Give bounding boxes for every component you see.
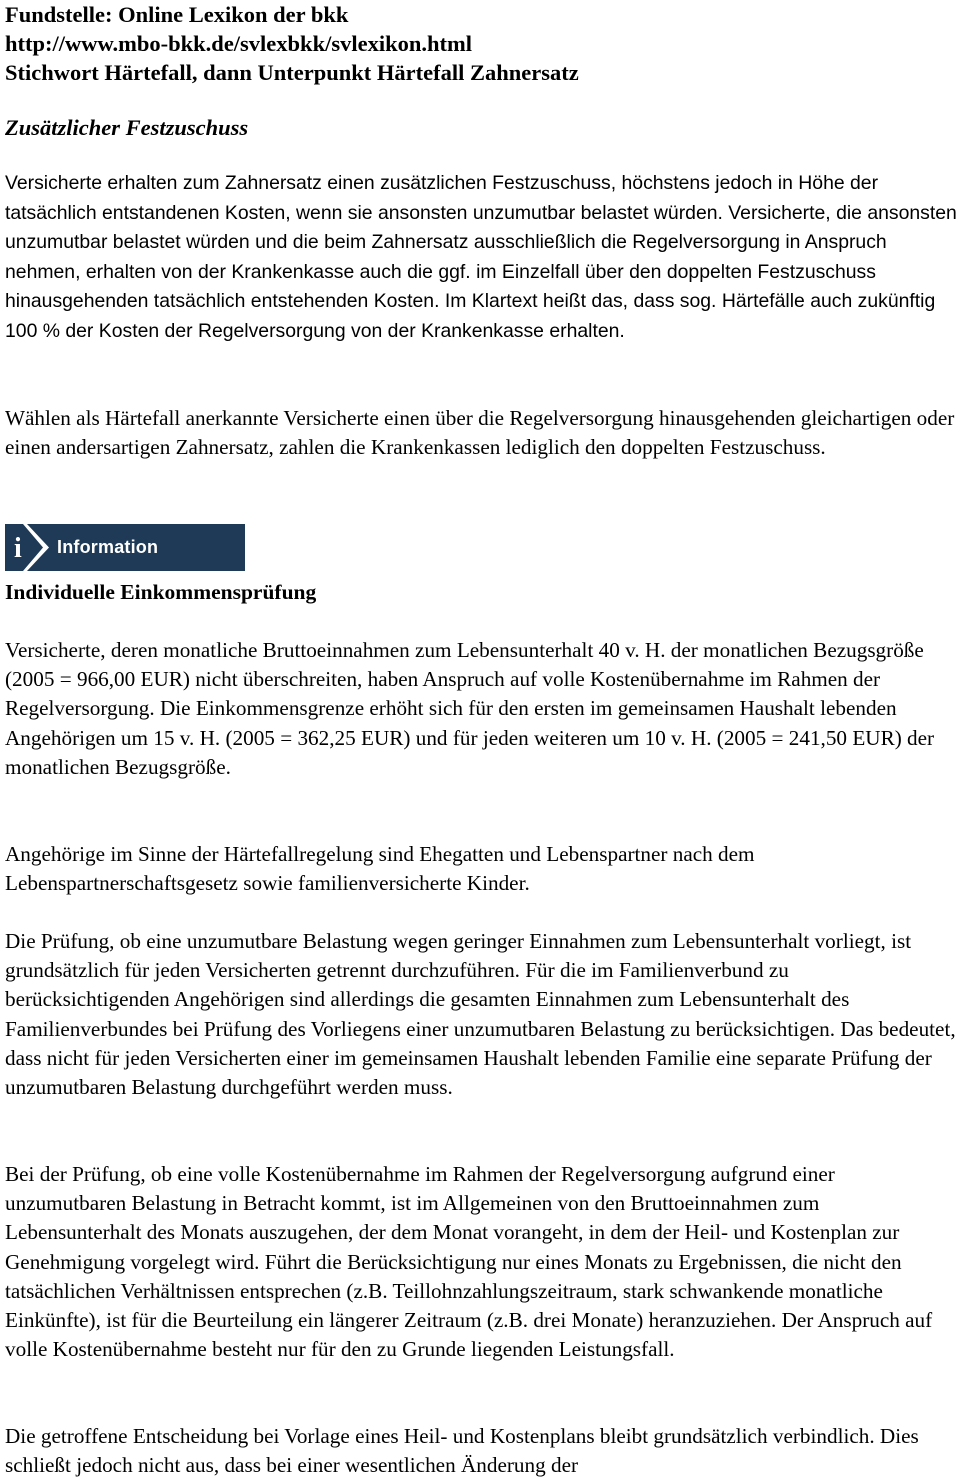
paragraph-einkommensgrenze: Versicherte, deren monatliche Bruttoeinnahmen zum Lebensunterhalt 40 v. H. der monatlichen Bezugsgröße (2005 = 966,00 EUR) nicht überschreiten, haben Anspruch auf volle Kostenübernahme im Rahmen der Regelversorgung. Die Einkommensgrenze erhöht sich für den ersten im gemeinsamen Haushalt lebenden Angehörigen um 15 v. H. (2005 = 362,25 EUR) und für jeden weiteren um 10 v. H. (2005 = 241,50 EUR) der monatlichen Bezugsgröße. — [5, 638, 935, 779]
svg-text:i: i — [14, 533, 22, 564]
paragraph-block-4 — [5, 840, 957, 898]
paragraph-festzuschuss: Versicherte erhalten zum Zahnersatz einen zusätzlichen Festzuschuss, höchstens jedoch in Höhe der tatsächlich entstandenen Kosten, wenn sie ansonsten unzumutbar belastet würden. Versicherte, die ansonsten unzumutbar belastet würden und die beim Zahnersatz ausschließlich die Regelversorgung in Anspruch nehmen, erhalten von der Krankenkasse auch die ggf. im Einzelfall über den doppelten Festzuschuss hinausgehenden tatsächlich entstehenden Kosten. Im Klartext heißt das, dass sog. Härtefälle auch zukünftig 100 % der Kosten der Regelversorgung von der Krankenkasse erhalten. — [5, 172, 957, 342]
section-title-einkommenspruefung: Individuelle Einkommensprüfung — [5, 580, 317, 604]
document-page — [5, 0, 957, 1478]
keyword-line: Stichwort Härtefall, dann Unterpunkt Härtefall Zahnersatz — [5, 60, 579, 85]
paragraph-pruefung-kostenuebernahme: Bei der Prüfung, ob eine volle Kostenübernahme im Rahmen der Regelversorgung aufgrund einer unzumutbaren Belastung in Betracht kommt, ist im Allgemeinen von den Bruttoeinnahmen zum Lebensunterhalt des Monats auszugehen, der dem Monat vorangeht, in dem der Heil- und Kostenplan zur Genehmigung vorgelegt wird. Führt die Berücksichtigung nur eines Monats zu Ergebnissen, die nicht den tatsächlichen Verhältnissen entsprechen (z.B. Teillohnzahlungszeitraum, stark schwankende monatliche Einkünfte), ist für die Beurteilung ein längerer Zeitraum (z.B. drei Monate) heranzuziehen. Der Anspruch auf volle Kostenübernahme besteht nur für den zu Grunde liegenden Leistungsfall. — [5, 1162, 933, 1362]
information-banner — [5, 524, 245, 571]
paragraph-block-7 — [5, 1422, 957, 1480]
paragraph-entscheidung: Die getroffene Entscheidung bei Vorlage eines Heil- und Kostenplans bleibt grundsätzlich verbindlich. Dies schließt jedoch nicht aus, dass bei einer wesentlichen Änderung der — [5, 1424, 919, 1478]
paragraph-block-2 — [5, 404, 957, 462]
paragraph-block-3 — [5, 636, 957, 782]
paragraph-pruefung-belastung: Die Prüfung, ob eine unzumutbare Belastung wegen geringer Einnahmen zum Lebensunterhalt vorliegt, ist grundsätzlich für jeden Versicherten getrennt durchzuführen. Für die im Familienverbund zu berücksichtigenden Angehörigen sind allerdings die gesamten Einnahmen zum Lebensunterhalt des Familienverbundes bei Prüfung des Vorliegens einer unzumutbaren Belastung zu berücksichtigen. Das bedeutet, dass nicht für jeden Versicherten einer im gemeinsamen Haushalt lebenden Familie eine separate Prüfung der unzumutbaren Belastung durchgeführt werden muss. — [5, 929, 956, 1100]
subheading-festzuschuss: Zusätzlicher Festzuschuss — [5, 115, 249, 140]
paragraph-block-5 — [5, 927, 957, 1102]
source-url: http://www.mbo-bkk.de/svlexbkk/svlexikon.html — [5, 31, 472, 56]
paragraph-angehoerige: Angehörige im Sinne der Härtefallregelung sind Ehegatten und Lebenspartner nach dem Lebenspartnerschaftsgesetz sowie familienversicherte Kinder. — [5, 842, 755, 896]
source-line: Fundstelle: Online Lexikon der bkk — [5, 2, 349, 27]
paragraph-block-6 — [5, 1160, 957, 1364]
paragraph-haertefall-wahl: Wählen als Härtefall anerkannte Versicherte einen über die Regelversorgung hinausgehenden gleichartigen oder einen andersartigen Zahnersatz, zahlen die Krankenkassen lediglich den doppelten Festzuschuss. — [5, 406, 955, 460]
information-label: Information — [57, 537, 159, 557]
info-arrow-icon — [5, 524, 49, 571]
